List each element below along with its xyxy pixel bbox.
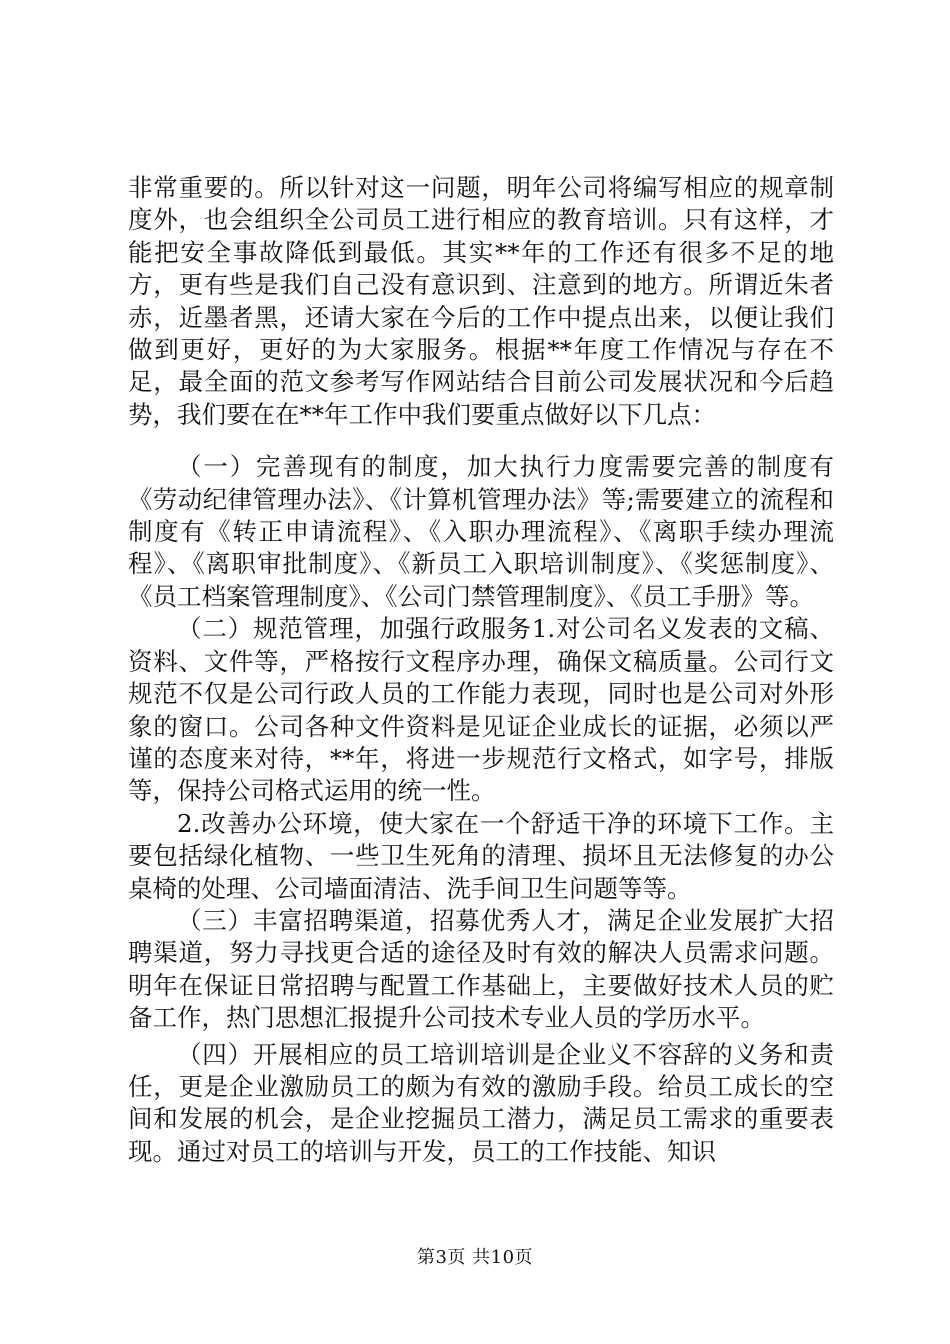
paragraph-item-2: （二）规范管理，加强行政服务1.对公司名义发表的文稿、资料、文件等，严格按行文程序办理，确保文稿质量。公司行文规范不仅是公司行政人员的工作能力表现，同时也是公司对外形象的窗口。公司各种文件资料是见证企业成长的证据，必须以严谨的态度来对待，**年，将进一步规范行文格式，如字号，排版等，保持公司格式运用的统一性。: [128, 614, 834, 806]
paragraph-item-3: （三）丰富招聘渠道，招募优秀人才，满足企业发展扩大招聘渠道，努力寻找更合适的途径及时有效的解决人员需求问题。明年在保证日常招聘与配置工作基础上，主要做好技术人员的贮备工作，热门思想汇报提升公司技术专业人员的学历水平。: [128, 905, 834, 1033]
document-body: [128, 172, 834, 1168]
paragraph-item-2-sub: 2.改善办公环境，使大家在一个舒适干净的环境下工作。主要包括绿化植物、一些卫生死角的清理、损坏且无法修复的办公桌椅的处理、公司墙面清洁、洗手间卫生问题等等。: [128, 808, 834, 903]
paragraph-item-4: （四）开展相应的员工培训培训是企业义不容辞的义务和责任，更是企业激励员工的颇为有效的激励手段。给员工成长的空间和发展的机会，是企业挖掘员工潜力，满足员工需求的重要表现。通过对员工的培训与开发，员工的工作技能、知识: [128, 1039, 834, 1166]
page-number-footer: 第3页 共10页: [416, 1247, 534, 1268]
paragraph-intro: 非常重要的。所以针对这一问题，明年公司将编写相应的规章制度外，也会组织全公司员工进行相应的教育培训。只有这样，才能把安全事故降低到最低。其实**年的工作还有很多不足的地方，更有些是我们自己没有意识到、注意到的地方。所谓近朱者赤，近墨者黑，还请大家在今后的工作中提点出来，以便让我们做到更好，更好的为大家服务。根据**年度工作情况与存在不足，最全面的范文参考写作网站结合目前公司发展状况和今后趋势，我们要在在**年工作中我们要重点做好以下几点：: [128, 173, 834, 429]
paragraph-item-1: （一）完善现有的制度，加大执行力度需要完善的制度有《劳动纪律管理办法》、《计算机管理办法》等;需要建立的流程和制度有《转正申请流程》、《入职办理流程》、《离职手续办理流程》、《离职审批制度》、《新员工入职培训制度》、《奖惩制度》、《员工档案管理制度》、《公司门禁管理制度》、《员工手册》等。: [128, 452, 834, 611]
